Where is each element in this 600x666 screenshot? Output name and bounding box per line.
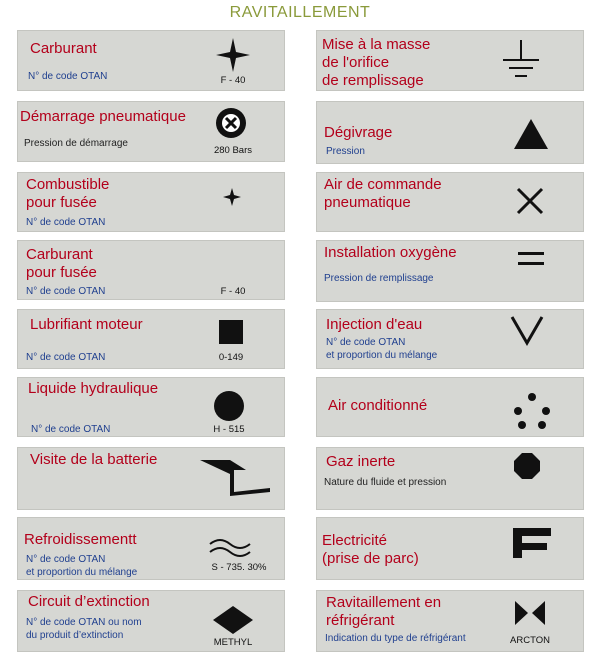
crescent-icon (215, 246, 251, 284)
card-injection-eau (316, 309, 584, 369)
card-ravitaillement-refrigerant (316, 590, 584, 652)
card-caption: F - 40 (220, 75, 246, 86)
crescent-star-icon (215, 178, 251, 216)
card-title: Dégivrage (324, 124, 393, 141)
card-caption: 280 Bars (213, 145, 253, 156)
card-demarrage (17, 101, 285, 162)
card-title: Mise à la masse de l'orifice de remplissage (322, 36, 431, 89)
diamond-icon (213, 606, 253, 634)
card-subtitle: N° de code OTAN (26, 286, 106, 297)
card-subtitle: Pression (326, 146, 365, 157)
card-subtitle: N° de code OTAN et proportion du mélange (326, 337, 438, 361)
card-electricite (316, 517, 584, 580)
card-caption: METHYL (213, 637, 253, 648)
page-title: RAVITAILLEMENT (229, 4, 371, 21)
double-wave-icon (208, 536, 252, 558)
card-liquide-hydraulique (17, 377, 285, 437)
card-caption: S - 735. 30% (211, 562, 267, 573)
card-caption: H - 515 (213, 424, 245, 435)
card-gaz-inerte (316, 447, 584, 510)
four-point-star-icon (215, 37, 251, 73)
card-subtitle: Pression de remplissage (324, 273, 434, 284)
card-subtitle: Pression de démarrage (24, 138, 128, 149)
card-degivrage (316, 101, 584, 164)
e-shape-icon (513, 528, 553, 566)
square-icon (219, 320, 243, 344)
battery-zigzag-icon (200, 456, 272, 496)
card-circuit-extinction (17, 590, 285, 652)
card-caption: ARCTON (510, 635, 550, 646)
card-mise-masse (316, 30, 584, 91)
card-subtitle: Nature du fluide et pression (324, 477, 447, 488)
card-subtitle: N° de code OTAN (26, 352, 106, 363)
card-combustible (17, 172, 285, 232)
card-title: Gaz inerte (326, 453, 396, 470)
card-title: Electricité (prise de parc) (322, 532, 419, 567)
filled-circle-icon (214, 391, 244, 421)
card-subtitle: N° de code OTAN (26, 217, 106, 228)
card-installation-oxygene (316, 240, 584, 302)
card-carburant-fusee (17, 240, 285, 300)
card-title: Carburant pour fusée (26, 246, 97, 281)
ground-icon (503, 40, 539, 80)
x-cross-icon (516, 187, 544, 215)
card-subtitle: Indication du type de réfrigérant (325, 633, 466, 644)
equals-icon (518, 252, 544, 268)
card-title: Air de commande pneumatique (324, 176, 442, 211)
card-subtitle: N° de code OTAN (31, 424, 111, 435)
card-title: Air conditionné (328, 397, 428, 414)
card-title: Circuit d’extinction (28, 593, 150, 610)
v-chevron-icon (510, 315, 544, 347)
card-refroidissement (17, 517, 285, 580)
five-dots-icon (513, 392, 551, 430)
card-title: Lubrifiant moteur (30, 316, 143, 333)
octagon-icon (514, 453, 540, 479)
card-lubrifiant (17, 309, 285, 369)
card-caption: 0-149 (218, 352, 244, 363)
card-title: Démarrage pneumatique (20, 108, 186, 125)
bowtie-icon (515, 601, 545, 625)
card-title: Liquide hydraulique (28, 380, 159, 397)
circled-x-icon (215, 107, 247, 139)
card-carburant (17, 30, 285, 91)
card-air-conditionne (316, 377, 584, 437)
card-visite-batterie (17, 447, 285, 510)
card-subtitle: N° de code OTAN ou nom du produit d’extinction (26, 617, 142, 641)
card-caption: F - 40 (220, 286, 246, 297)
card-title: Installation oxygène (324, 244, 457, 261)
card-title: Ravitaillement en réfrigérant (326, 594, 442, 629)
card-title: Combustible pour fusée (26, 176, 110, 211)
card-title: Refroidissementt (24, 531, 137, 548)
triangle-icon (514, 119, 548, 149)
card-title: Visite de la batterie (30, 451, 158, 468)
card-air-commande (316, 172, 584, 232)
card-subtitle: N° de code OTAN et proportion du mélange (26, 554, 138, 578)
card-subtitle: N° de code OTAN (28, 71, 108, 82)
card-title: Carburant (30, 40, 97, 57)
card-title: Injection d'eau (326, 316, 423, 333)
